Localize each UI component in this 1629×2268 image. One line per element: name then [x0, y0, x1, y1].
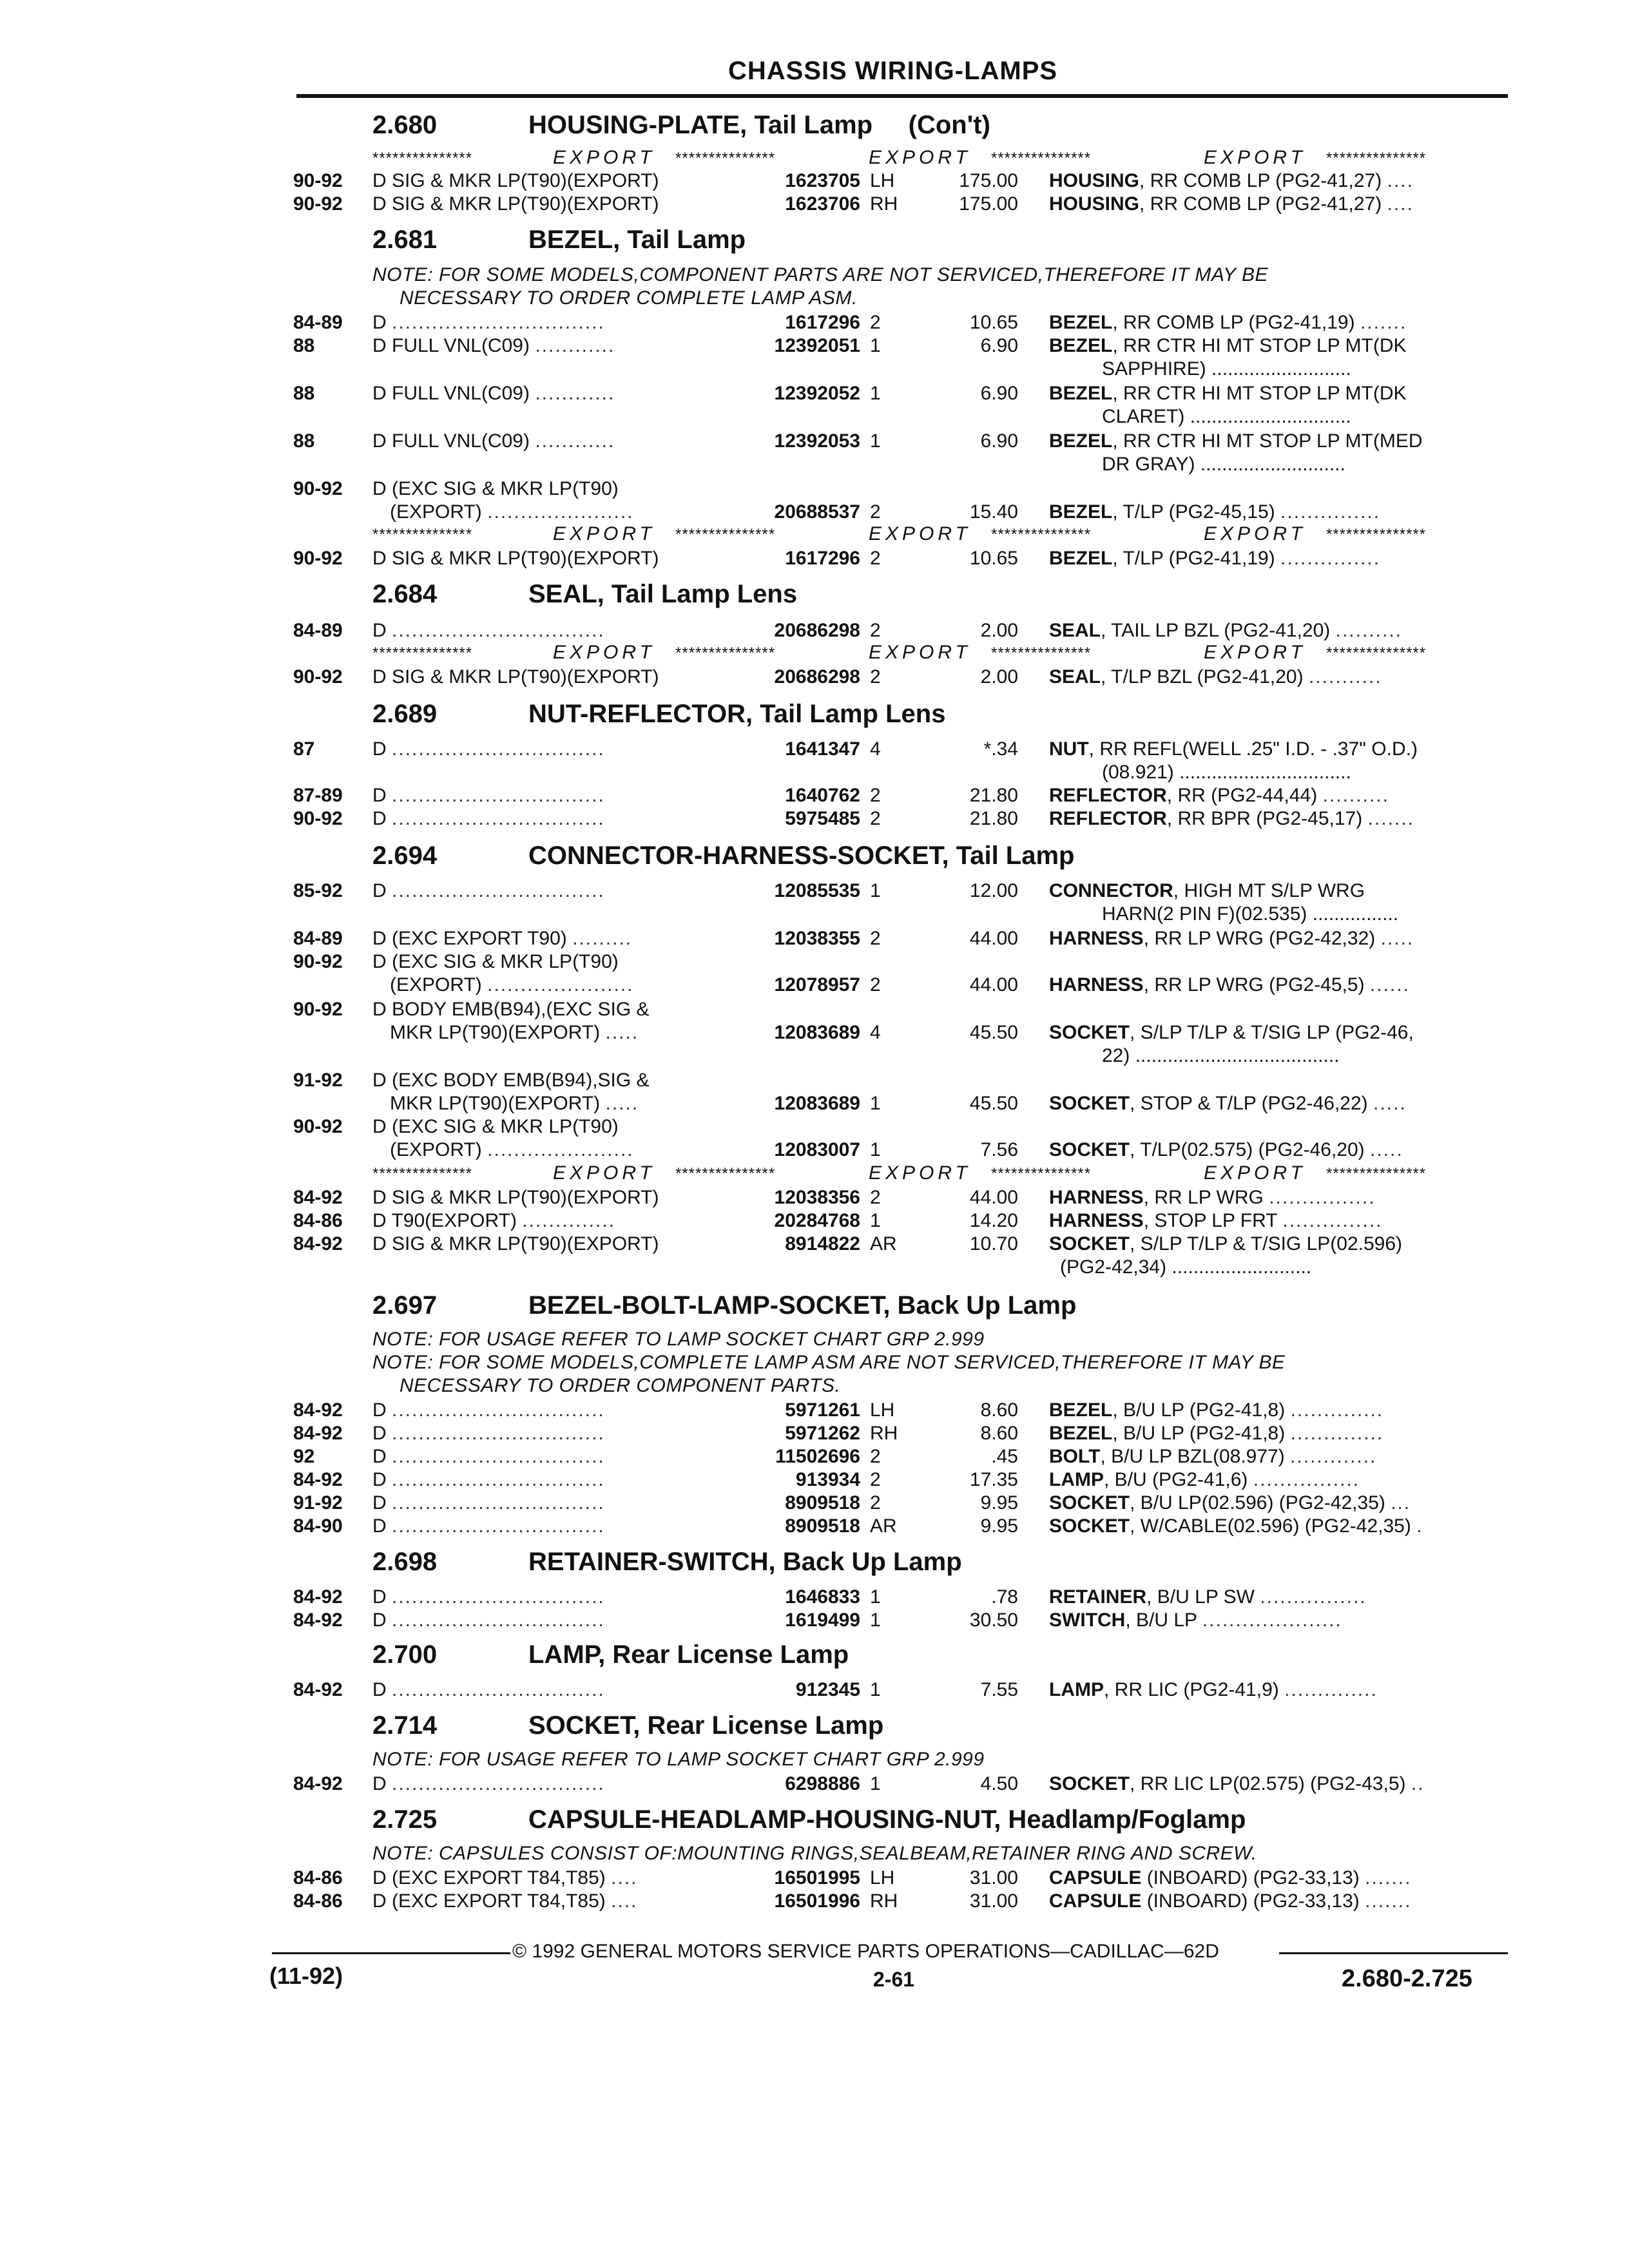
note: NECESSARY TO ORDER COMPLETE LAMP ASM. — [400, 287, 858, 309]
footer-rule — [272, 1952, 510, 1954]
section-title: BEZEL-BOLT-LAMP-SOCKET, Back Up Lamp — [528, 1291, 1077, 1320]
catalog-page: CHASSIS WIRING-LAMPS 2.680 HOUSING-PLATE, Tail Lamp (Con't) *************** EXPORT *************** EXPORT *************** EXPORT *************** 90-92 D SIG & MKR LP(T90)(EXPORT) 1623705 LH 175.00 HOUSING, RR COMB LP (PG2-41,27) .... 90-92 D SIG & MKR LP(T90)(EXPORT) 1623706 RH 175.00 HOUSING, RR COMB LP (PG2-41,27) .... 2.681 BEZEL, Tail Lamp NOTE: FOR SOME MODELS,COMPONENT PARTS ARE NOT SERVICED,THEREFORE IT MAY BE NECESSARY TO ORDER COMPLETE LAMP ASM. 84-89 D ................................ 1617296 2 10.65 BEZEL, RR COMB LP (PG2-41,19) ....... 88 D FULL VNL(C09) ............ 12392051 1 6.90 BEZEL, RR CTR HI MT STOP LP MT(DK SAPPHIRE) .......................... 88 D FULL VNL(C09) ............ 12392052 1 6.90 BEZEL, RR CTR HI MT STOP LP MT(DK CLARET) .............................. 88 D FULL VNL(C09) ............ 12392053 1 6.90 BEZEL, RR CTR HI MT STOP LP MT(MED DR GRAY) ........................... 90-92 D (EXC SIG & MKR LP(T90) (EXPORT) ...................... 20688537 2 15.40 BEZEL, T/LP (PG2-45,15) ............... *************** EXPORT *************** EXPORT *************** EXPORT *************** 90-92 D SIG & MKR LP(T90)(EXPORT) 1617296 2 10.65 BEZEL, T/LP (PG2-41,19) ............... 2.684 SEAL, Tail Lamp Lens 84-89 D ................................ 20686298 2 2.00 SEAL, TAIL LP BZL (PG2-41,20) .......... *************** EXPORT *************** EXPORT *************** EXPORT *************** 90-92 D SIG & MKR LP(T90)(EXPORT) 20686298 2 2.00 SEAL, T/LP BZL (PG2-41,20) ........... 2.689 NUT-REFLECTOR, Tail Lamp Lens 87 D ................................ 1641347 4 *.34 NUT, RR REFL(WELL .25" I.D. - .37" O.D.) (08.921) ................................ 87-89 D ................................ 1640762 2 21.80 REFLECTOR, RR (PG2-44,44) .......... 90-92 D ................................ 5975485 2 21.80 REFLECTOR, RR BPR (PG2-45,17) ....... 2.694 CONNECTOR-HARNESS-SOCKET, Tail Lamp 85-92 D ................................ 12085535 1 12.00 CONNECTOR, HIGH MT S/LP WRG HARN(2 PIN F)(02.535) ................ 84-89 D (EXC EXPORT T90) ......... 12038355 2 44.00 HARNESS, RR LP WRG (PG2-42,32) ..... 90-92 D (EXC SIG & MKR LP(T90) (EXPORT) ...................... 12078957 2 44.00 HARNESS, RR LP WRG (PG2-45,5) ...... 90-92 D BODY EMB(B94),(EXC SIG & MKR LP(T90)(EXPORT) ..... 12083689 4 45.50 SOCKET, S/LP T/LP & T/SIG LP (PG2-46, 22) ...................................... 91-92 D (EXC BODY EMB(B94),SIG & MKR LP(T90)(EXPORT) ..... 12083689 1 45.50 SOCKET, STOP & T/LP (PG2-46,22) ..... 90-92 D (EXC SIG & MKR LP(T90) (EXPORT) ...................... 12083007 1 7.56 SOCKET, T/LP(02.575) (PG2-46,20) ..... *************** EXPORT *************** EXPORT *************** EXPORT *************** 84-92 D SIG & MKR LP(T90)(EXPORT) 12038356 2 44.00 HARNESS, RR LP WRG ................ 84-86 D T90(EXPORT) .............. 20284768 1 14.20 HARNESS, STOP LP FRT ............... 84-92 D SIG & MKR LP(T90)(EXPORT) 8914822 AR 10.70 SOCKET, S/LP T/LP & T/SIG LP(02.596) (PG2-42,34) .......................... 2.697 BEZEL-BOLT-LAMP-SOCKET, Back Up Lamp NOTE: FOR USAGE REFER TO LAMP SOCKET CHART GRP 2.999 NOTE: FOR SOME MODELS,COMPLETE LAMP ASM ARE NOT SERVICED,THEREFORE IT MAY BE NECESSARY TO ORDER COMPONENT PARTS. 84-92 D ................................ 5971261 LH 8.60 BEZEL, B/U LP (PG2-41,8) .............. 84-92 D ................................ 5971262 RH 8.60 BEZEL, B/U LP (PG2-41,8) .............. 92 D ................................ 11502696 2 .45 BOLT, B/U LP BZL(08.977) ............. 84-92 D ................................ 913934 2 17.35 LAMP, B/U (PG2-41,6) ................ 91-92 D ................................ 8909518 2 9.95 SOCKET, B/U LP(02.596) (PG2-42,35) ... 84-90 D ................................ 8909518 AR 9.95 SOCKET, W/CABLE(02.596) (PG2-42,35) . 2.698 RETAINER-SWITCH, Back Up Lamp 84-92 D ................................ 1646833 1 .78 RETAINER, B/U LP SW ................ 84-92 D ................................ 1619499 1 30.50 SWITCH, B/U LP ..................... 2.700 LAMP, Rear License Lamp 84-92 D ................................ 912345 1 7.55 LAMP, RR LIC (PG2-41,9) .............. 2.714 SOCKET, Rear License Lamp NOTE: FOR USAGE REFER TO LAMP SOCKET CHART GRP 2.999 84-92 D ................................ 6298886 1 4.50 SOCKET, RR LIC LP(02.575) (PG2-43,5) .. 2.725 CAPSULE-HEADLAMP-HOUSING-NUT, Headlamp/Foglamp NOTE: CAPSULES CONSIST OF:MOUNTING RINGS,SEALBEAM,RETAINER RING AND SCREW. 84-86 D (EXC EXPORT T84,T85) .... 16501995 LH 31.00 CAPSULE (INBOARD) (PG2-33,13) ....... 84-86 D (EXC EXPORT T84,T85) .... 16501996 RH 31.00 CAPSULE (INBOARD) (PG2-33,13) ....... © 1992 GENERAL MOTORS SERVICE PARTS OPERATIONS—CADILLAC—62D (11-92) 2-61 2.680-2.725 — [0, 0, 1629, 2268]
section-number: 2.689 — [372, 700, 438, 728]
section-title: CAPSULE-HEADLAMP-HOUSING-NUT, Headlamp/Foglamp — [528, 1805, 1246, 1834]
export-banner: *************** EXPORT *************** EXPORT *************** EXPORT *************** — [372, 642, 1427, 663]
section-title: HOUSING-PLATE, Tail Lamp (Con't) — [528, 111, 990, 139]
section-number: 2.684 — [372, 580, 438, 608]
continuation: DR GRAY) ........................... — [1102, 454, 1345, 475]
section-title: BEZEL, Tail Lamp — [528, 226, 746, 254]
section-title: NUT-REFLECTOR, Tail Lamp Lens — [528, 700, 946, 728]
section-title: LAMP, Rear License Lamp — [528, 1640, 849, 1669]
section-number: 2.700 — [372, 1640, 438, 1669]
footer-copyright: © 1992 GENERAL MOTORS SERVICE PARTS OPERATIONS—CADILLAC—62D — [512, 1941, 1219, 1962]
section-title: SOCKET, Rear License Lamp — [528, 1711, 884, 1740]
note: NOTE: FOR SOME MODELS,COMPLETE LAMP ASM ARE NOT SERVICED,THEREFORE IT MAY BE — [372, 1352, 1286, 1373]
footer-rule — [1279, 1952, 1508, 1954]
export-banner: *************** EXPORT *************** EXPORT *************** EXPORT *************** — [372, 1162, 1427, 1184]
continuation: (08.921) ................................ — [1102, 762, 1351, 783]
section-number: 2.698 — [372, 1548, 438, 1576]
section-title: SEAL, Tail Lamp Lens — [528, 580, 798, 608]
export-banner: *************** EXPORT *************** EXPORT *************** EXPORT *************** — [372, 523, 1427, 544]
section-title: RETAINER-SWITCH, Back Up Lamp — [528, 1548, 962, 1576]
continuation: CLARET) .............................. — [1102, 406, 1351, 427]
header-rule — [296, 94, 1508, 98]
section-number: 2.697 — [372, 1291, 438, 1320]
export-banner: *************** EXPORT *************** EXPORT *************** EXPORT *************** — [372, 147, 1427, 168]
note: NOTE: FOR USAGE REFER TO LAMP SOCKET CHART GRP 2.999 — [372, 1329, 985, 1350]
continuation: SAPPHIRE) .......................... — [1102, 358, 1351, 380]
section-number: 2.725 — [372, 1805, 438, 1834]
section-number: 2.694 — [372, 841, 438, 870]
page-title: CHASSIS WIRING-LAMPS — [728, 57, 1058, 85]
continuation: HARN(2 PIN F)(02.535) ................ — [1102, 903, 1399, 925]
section-number: 2.681 — [372, 226, 438, 254]
section-number: 2.680 — [372, 111, 438, 139]
continuation: 22) ...................................... — [1102, 1045, 1340, 1066]
page-number: 2-61 — [873, 1968, 915, 1991]
footer-date: (11-92) — [269, 1963, 343, 1989]
section-number: 2.714 — [372, 1711, 438, 1740]
note: NOTE: CAPSULES CONSIST OF:MOUNTING RINGS,SEALBEAM,RETAINER RING AND SCREW. — [372, 1843, 1257, 1864]
continuation: (PG2-42,34) .......................... — [1060, 1256, 1312, 1278]
section-title: CONNECTOR-HARNESS-SOCKET, Tail Lamp — [528, 841, 1075, 870]
section-range: 2.680-2.725 — [1342, 1965, 1472, 1992]
note: NOTE: FOR USAGE REFER TO LAMP SOCKET CHART GRP 2.999 — [372, 1749, 985, 1770]
note: NECESSARY TO ORDER COMPONENT PARTS. — [400, 1375, 841, 1396]
note: NOTE: FOR SOME MODELS,COMPONENT PARTS ARE NOT SERVICED,THEREFORE IT MAY BE — [372, 264, 1268, 285]
